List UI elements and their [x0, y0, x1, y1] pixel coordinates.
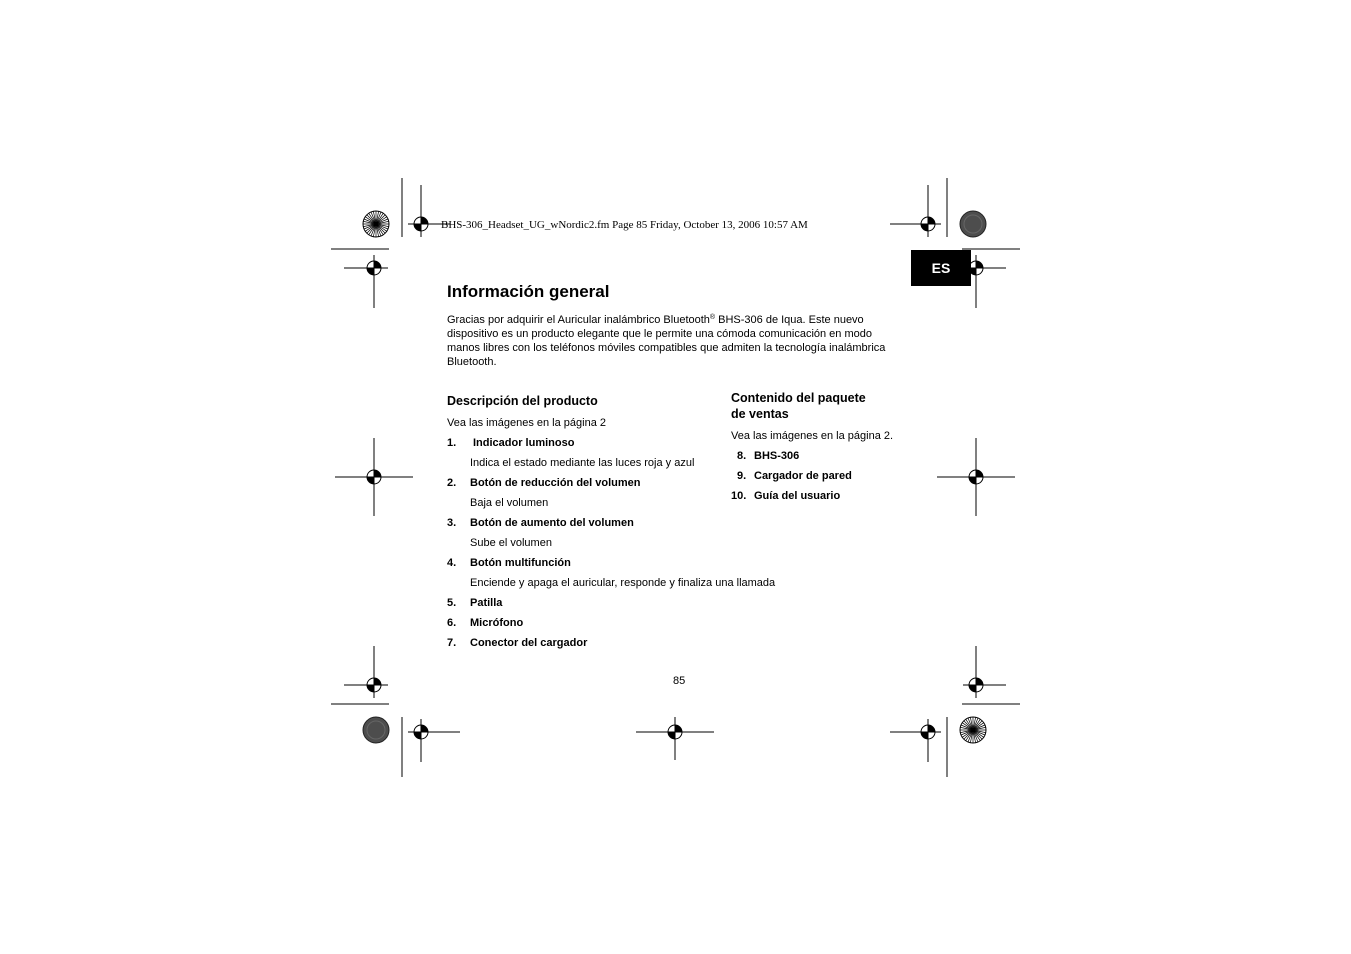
- item-number: 2.: [447, 477, 457, 489]
- package-contents-heading: [731, 390, 866, 422]
- item-description: Enciende y apaga el auricular, responde y finaliza una llamada: [470, 577, 776, 589]
- package-heading-line2: de ventas: [731, 407, 789, 421]
- item-number: 8.: [737, 450, 747, 462]
- item-number: 9.: [737, 470, 747, 482]
- intro-paragraph: [447, 313, 905, 369]
- item-label: Patilla: [470, 597, 503, 609]
- file-info-header: BHS-306_Headset_UG_wNordic2.fm Page 85 Friday, October 13, 2006 10:57 AM: [441, 219, 808, 231]
- item-label: BHS-306: [754, 450, 800, 462]
- page-number: 85: [673, 675, 686, 687]
- item-label: Micrófono: [470, 617, 524, 629]
- item-description: Baja el volumen: [470, 497, 549, 509]
- item-label: Botón multifunción: [470, 557, 571, 569]
- intro-text-start: Gracias por adquirir el Auricular inalámbrico Bluetooth: [447, 314, 710, 326]
- item-label: Indicador luminoso: [473, 437, 575, 449]
- item-label: Botón de reducción del volumen: [470, 477, 641, 489]
- page-title: Información general: [447, 282, 610, 301]
- item-label: Guía del usuario: [754, 490, 841, 502]
- item-label: Cargador de pared: [754, 470, 852, 482]
- registered-mark: ®: [709, 314, 716, 321]
- item-number: 10.: [731, 490, 747, 502]
- package-see-images: Vea las imágenes en la página 2.: [731, 430, 894, 442]
- product-description-heading: Descripción del producto: [447, 394, 598, 408]
- item-label: Botón de aumento del volumen: [470, 517, 634, 529]
- item-number: 3.: [447, 517, 457, 529]
- item-number: 6.: [447, 617, 457, 629]
- item-label: Conector del cargador: [470, 637, 588, 649]
- language-tab: ES: [911, 250, 971, 286]
- product-see-images: Vea las imágenes en la página 2: [447, 417, 607, 429]
- intro-text-end: BHS-306 de Iqua. Este nuevo dispositivo es un producto elegante que le permite una cómoda comunicación en modo manos libres con los teléfonos móviles compatibles que admiten la tecnología inalámbrica Bluetooth.: [447, 314, 886, 368]
- item-number: 4.: [447, 557, 457, 569]
- item-number: 1.: [447, 437, 457, 449]
- item-description: Indica el estado mediante las luces roja y azul: [470, 457, 695, 469]
- item-number: 5.: [447, 597, 457, 609]
- item-number: 7.: [447, 637, 457, 649]
- item-description: Sube el volumen: [470, 537, 552, 549]
- package-heading-line1: Contenido del paquete: [731, 391, 866, 405]
